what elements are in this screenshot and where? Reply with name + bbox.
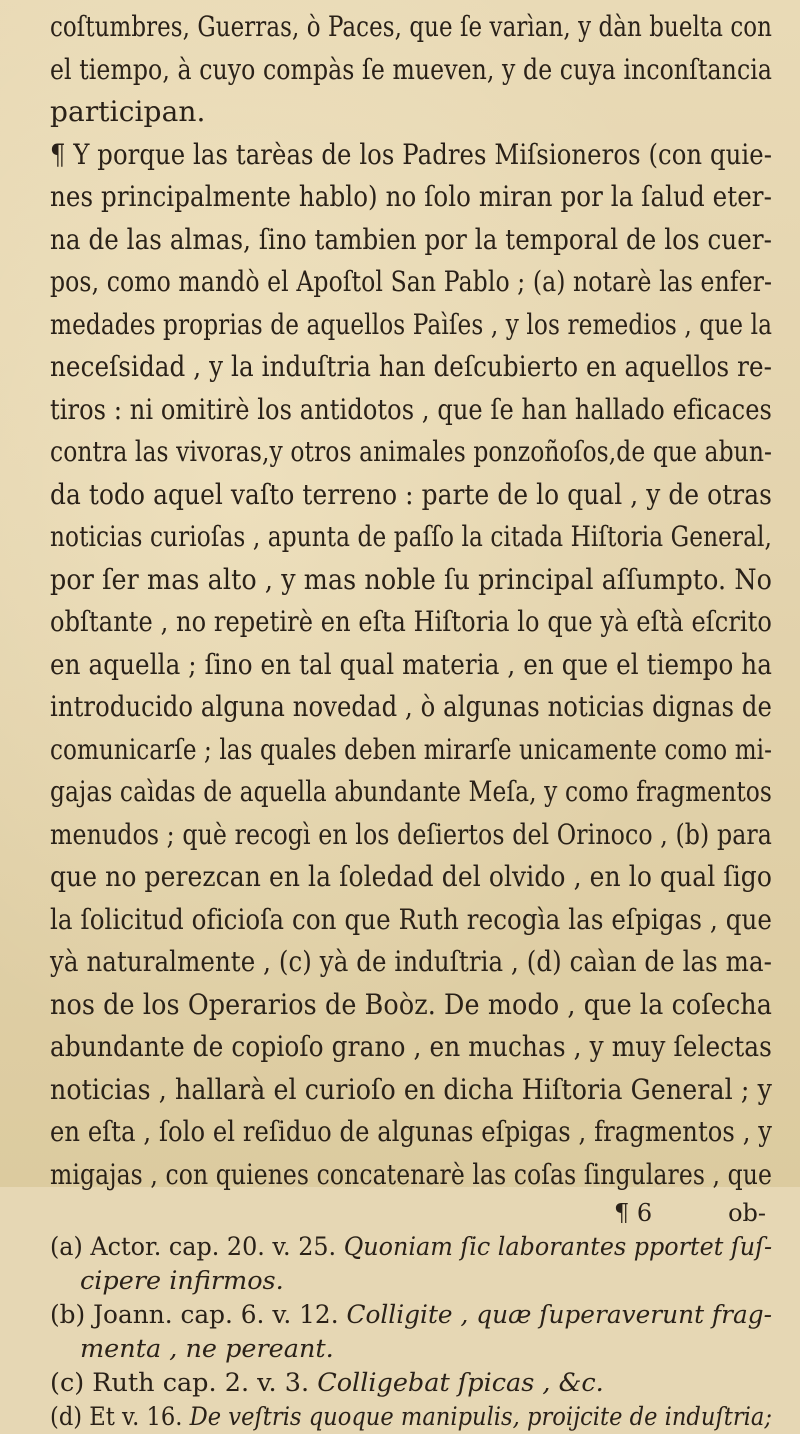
- text-line: neceſsidad , y la induſtria han deſcubierto en aquellos re-: [50, 350, 772, 383]
- text-line: por ſer mas alto , y mas noble ſu principal aſſumpto. No: [50, 562, 772, 596]
- page-text: [36, 6, 776, 1434]
- footnote-latin: cipere infirmos.: [80, 1266, 284, 1296]
- text-line: da todo aquel vaſto terreno : parte de lo qual , y de otras: [50, 477, 772, 511]
- paragraph-start-line: ¶ Y porque las tarèas de los Padres Miſsioneros (con quie-: [50, 137, 772, 171]
- text-line: coſtumbres, Guerras, ò Paces, que ſe varìan, y dàn buelta con: [50, 10, 772, 43]
- text-line: abundante de copioſo grano , en muchas , y muy ſelectas: [50, 1030, 772, 1063]
- footnote-ref: (b): [50, 1300, 86, 1330]
- text-line: na de las almas, ſino tambien por la temporal de los cuer-: [50, 222, 772, 256]
- text-line: nes principalmente hablo) no ſolo miran por la ſalud eter-: [50, 180, 772, 213]
- catchword: ob-: [728, 1199, 766, 1227]
- footnotes: [36, 1230, 776, 1434]
- footnote-latin: Quoniam ſic laborantes pportet ſuſ-: [343, 1232, 772, 1262]
- text-line: migajas , con quienes concatenarè las coſas ſingulares , que: [50, 1157, 772, 1191]
- text-line: medades proprias de aquellos Paìſes , y los remedios , que la: [50, 307, 772, 341]
- signature-row: [36, 1196, 776, 1230]
- text-line: menudos ; què recogì en los deſiertos del Orinoco , (b) para: [50, 817, 772, 851]
- text-line: comunicarſe ; las quales deben mirarſe unicamente como mi-: [50, 732, 772, 766]
- text-line: obſtante , no repetirè en eſta Hiſtoria lo que yà eſtà eſcrito: [50, 605, 772, 638]
- text-line: introducido alguna novedad , ò algunas noticias dignas de: [50, 690, 772, 723]
- text-line: que no perezcan en la ſoledad del olvido , en lo qual ſigo: [50, 860, 772, 893]
- text-line: yà naturalmente , (c) yà de induſtria , (d) caìan de las ma-: [50, 945, 772, 978]
- footnote-b-continued: [36, 1332, 776, 1366]
- footnote-ref: (c): [50, 1368, 85, 1398]
- footnote-a: [36, 1230, 776, 1264]
- text-line: contra las vivoras,y otros animales ponzoñoſos,de que abun-: [50, 435, 772, 468]
- footnote-c: [36, 1366, 776, 1400]
- footnote-d: [36, 1400, 776, 1434]
- footnote-source: Actor. cap. 20. v. 25.: [90, 1232, 337, 1262]
- text-line: gajas caìdas de aquella abundante Meſa, y como fragmentos: [50, 775, 772, 808]
- footnote-ref: (a): [50, 1232, 83, 1262]
- footnote-source: Joann. cap. 6. v. 12.: [93, 1300, 339, 1330]
- footnote-latin: De veſtris quoque manipulis, proijcite de induſtria;: [189, 1402, 773, 1432]
- footnote-latin: Colligebat ſpicas , &c.: [317, 1368, 604, 1398]
- footnote-latin: menta , ne pereant.: [80, 1334, 334, 1364]
- text-line: nos de los Operarios de Boòz. De modo , que la coſecha: [50, 987, 772, 1021]
- footnote-a-continued: [36, 1264, 776, 1298]
- text-line: en eſta , ſolo el reſiduo de algunas eſpigas , fragmentos , y: [50, 1115, 772, 1148]
- text-line: participan.: [50, 95, 206, 128]
- footnote-source: Et v. 16.: [89, 1402, 183, 1432]
- text-line: en aquella ; ſino en tal qual materia , en que el tiempo ha: [50, 647, 772, 681]
- footnote-source: Ruth cap. 2. v. 3.: [92, 1368, 310, 1398]
- footnote-b: [36, 1298, 776, 1332]
- signature-mark: ¶ 6: [614, 1199, 653, 1227]
- text-line: el tiempo, à cuyo compàs ſe mueven, y de cuya inconſtancia: [50, 52, 772, 86]
- text-line: la ſolicitud oficioſa con que Ruth recogìa las eſpigas , que: [50, 902, 772, 936]
- text-line: noticias curioſas , apunta de paſſo la citada Hiſtoria General,: [50, 520, 772, 553]
- text-line: noticias , hallarà el curioſo en dicha Hiſtoria General ; y: [50, 1072, 772, 1106]
- footnote-ref: (d): [50, 1402, 83, 1432]
- text-line: tiros : ni omitirè los antidotos , que ſe han hallado eficaces: [50, 392, 772, 426]
- footnote-latin: Colligite , quæ ſuperaverunt frag-: [346, 1300, 772, 1330]
- text-line: pos, como mandò el Apoſtol San Pablo ; (a) notarè las enfer-: [50, 265, 772, 298]
